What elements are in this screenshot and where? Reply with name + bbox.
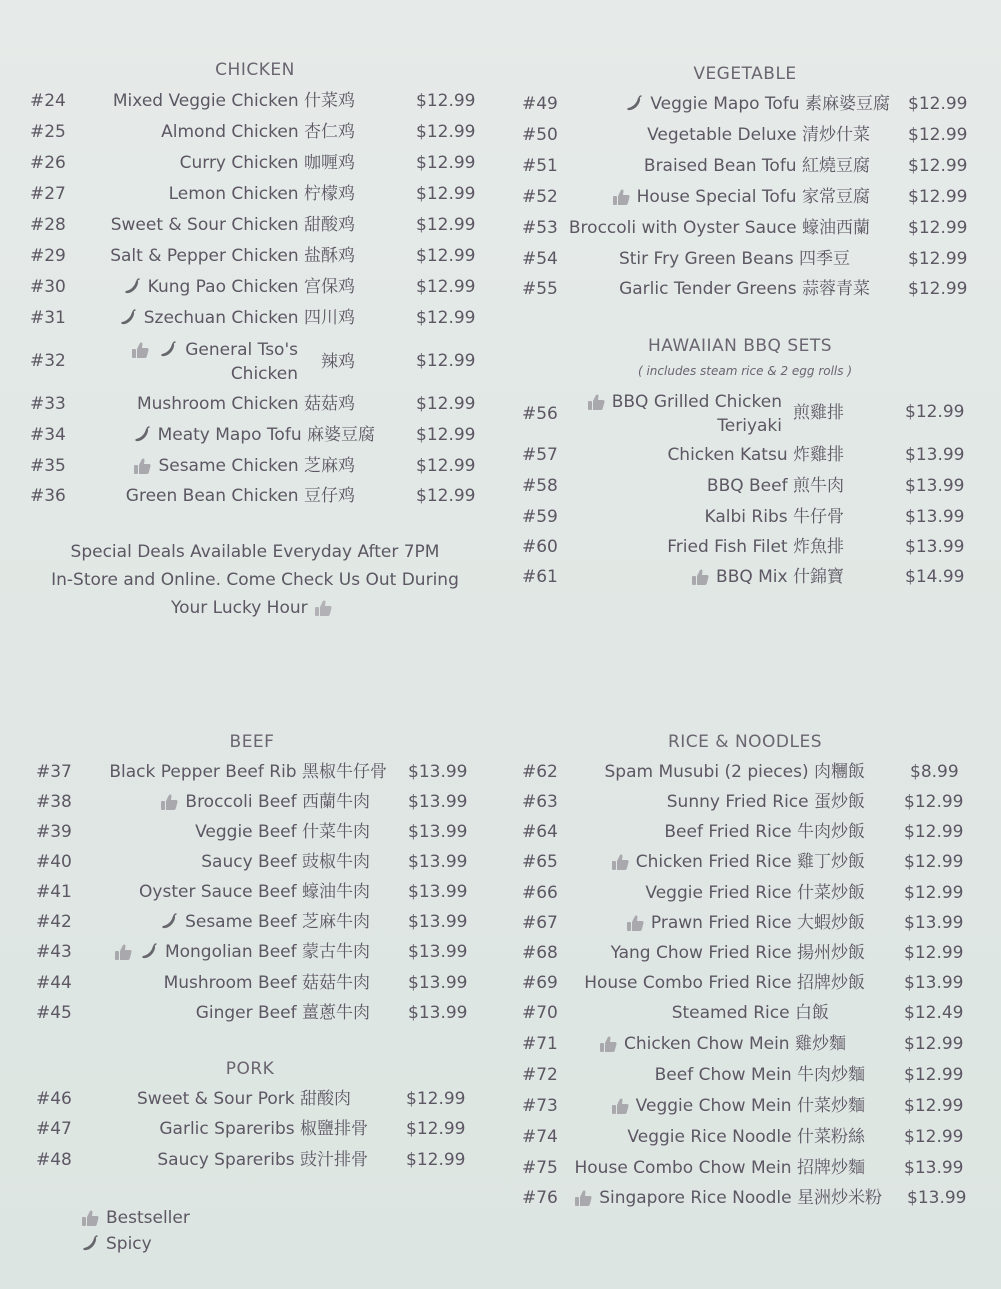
item-price: $13.99 — [905, 476, 965, 496]
item-name: Sunny Fried Rice 蛋炒飯 — [666, 792, 865, 812]
section-title-chicken: CHICKEN — [215, 60, 295, 80]
thumbs-up-icon — [313, 598, 333, 618]
menu-item — [30, 389, 480, 419]
item-number: #35 — [30, 456, 66, 476]
thumbs-up-icon — [598, 1034, 618, 1054]
menu-item — [522, 532, 982, 562]
item-name: Prawn Fried Rice 大蝦炒飯 — [650, 913, 865, 933]
item-name: House Special Tofu 家常豆腐 — [636, 187, 870, 207]
menu-item — [522, 274, 982, 304]
item-name: Ginger Beef 薑蔥牛肉 — [195, 1003, 370, 1023]
item-name: Veggie Rice Noodle 什菜粉絲 — [627, 1127, 865, 1147]
item-price: $13.99 — [907, 1188, 967, 1208]
menu-item — [30, 420, 480, 450]
thumbs-up-icon — [573, 1188, 593, 1208]
item-name-cn: 煎雞排 — [793, 403, 844, 423]
item-number: #72 — [522, 1065, 558, 1085]
menu-item — [30, 451, 480, 481]
item-number: #58 — [522, 476, 558, 496]
item-name-wrap — [625, 908, 865, 938]
item-price: $12.99 — [416, 277, 476, 297]
item-price: $13.99 — [904, 1158, 964, 1178]
legend-spicy — [80, 1231, 190, 1257]
item-name: Sesame Chicken 芝麻鸡 — [158, 456, 355, 476]
item-number: #43 — [36, 942, 72, 962]
thumbs-up-icon — [586, 392, 606, 412]
item-price: $12.99 — [406, 1150, 466, 1170]
item-number: #32 — [30, 351, 66, 371]
item-number: #31 — [30, 308, 66, 328]
item-number: #41 — [36, 882, 72, 902]
menu-item — [522, 1060, 982, 1090]
menu-item — [30, 303, 480, 333]
deal-line-1: Special Deals Available Everyday After 7PM — [70, 542, 440, 562]
item-number: #76 — [522, 1188, 558, 1208]
item-number: #71 — [522, 1034, 558, 1054]
item-name: Chicken Katsu 炸雞排 — [667, 445, 844, 465]
section-title-pork: PORK — [225, 1059, 275, 1079]
item-number: #45 — [36, 1003, 72, 1023]
item-name-cn: 辣鸡 — [321, 352, 355, 372]
item-price: $12.99 — [908, 94, 968, 114]
item-price: $12.99 — [904, 1034, 964, 1054]
item-number: #46 — [36, 1089, 72, 1109]
menu-item — [522, 1183, 982, 1213]
item-name: BBQ Beef 煎牛肉 — [706, 476, 844, 496]
item-name: Spam Musubi (2 pieces) 肉糰飯 — [604, 762, 865, 782]
menu-item — [522, 878, 982, 908]
item-name: Veggie Fried Rice 什菜炒飯 — [645, 883, 865, 903]
item-number: #65 — [522, 852, 558, 872]
item-name: Steamed Rice 白飯 — [671, 1003, 829, 1023]
menu-item — [522, 213, 982, 243]
item-price: $12.99 — [416, 351, 476, 371]
menu-item — [522, 938, 982, 968]
item-number: #61 — [522, 567, 558, 587]
item-name: Veggie Mapo Tofu 素麻婆豆腐 — [650, 94, 890, 114]
legend — [80, 1205, 190, 1257]
item-name: House Combo Chow Mein 招牌炒麵 — [574, 1158, 865, 1178]
thumbs-up-icon — [611, 187, 631, 207]
item-price: $12.99 — [416, 308, 476, 328]
menu-item — [30, 86, 480, 116]
item-name-wrap — [159, 907, 370, 937]
menu-item — [36, 877, 476, 907]
item-number: #55 — [522, 279, 558, 299]
legend-bestseller — [80, 1205, 190, 1231]
item-number: #52 — [522, 187, 558, 207]
item-name: Kung Pao Chicken 宫保鸡 — [147, 277, 355, 297]
item-name: Chicken Chow Mein 雞炒麵 — [624, 1034, 846, 1054]
item-number: #74 — [522, 1127, 558, 1147]
item-name: Fried Fish Filet 炸魚排 — [667, 537, 844, 557]
menu-item — [30, 481, 480, 511]
menu-item — [522, 787, 982, 817]
item-name-wrap — [610, 847, 865, 877]
item-number: #54 — [522, 249, 558, 269]
item-price: $12.99 — [904, 1096, 964, 1116]
menu-item — [36, 907, 476, 937]
item-number: #27 — [30, 184, 66, 204]
item-price: $12.99 — [416, 153, 476, 173]
item-number: #51 — [522, 156, 558, 176]
item-price: $13.99 — [408, 852, 468, 872]
item-name: Saucy Spareribs 豉汁排骨 — [157, 1150, 368, 1170]
item-name-wrap — [113, 937, 370, 967]
item-price: $13.99 — [408, 912, 468, 932]
item-name: Stir Fry Green Beans 四季豆 — [618, 249, 850, 269]
menu-item — [30, 117, 480, 147]
item-name: Sesame Beef 芝麻牛肉 — [185, 912, 370, 932]
menu-item — [36, 1145, 476, 1175]
chili-pepper-icon — [80, 1234, 100, 1254]
item-price: $12.99 — [908, 218, 968, 238]
item-name-line1: BBQ Grilled Chicken — [611, 392, 782, 412]
menu-item — [30, 179, 480, 209]
item-price: $13.99 — [904, 973, 964, 993]
item-price: $12.99 — [416, 122, 476, 142]
item-price: $12.99 — [904, 943, 964, 963]
item-number: #59 — [522, 507, 558, 527]
menu-item — [522, 89, 982, 119]
item-name: Mushroom Beef 菇菇牛肉 — [163, 973, 370, 993]
item-price: $12.99 — [416, 91, 476, 111]
item-name: Black Pepper Beef Rib 黑椒牛仔骨 — [109, 762, 387, 782]
menu-item — [36, 757, 476, 787]
chili-pepper-icon — [132, 425, 152, 445]
deal-line-3-wrap — [40, 594, 470, 622]
menu-item — [522, 502, 982, 532]
section-note: ( includes steam rice & 2 egg rolls ) — [637, 364, 853, 378]
legend-spicy-label: Spicy — [106, 1234, 152, 1254]
menu-item — [30, 338, 480, 386]
item-number: #56 — [522, 404, 558, 424]
thumbs-up-icon — [610, 852, 630, 872]
item-price: $8.99 — [910, 762, 959, 782]
item-number: #73 — [522, 1096, 558, 1116]
chili-pepper-icon — [118, 308, 138, 328]
item-number: #68 — [522, 943, 558, 963]
item-name: Singapore Rice Noodle 星洲炒米粉 — [599, 1188, 882, 1208]
special-deals-note — [40, 538, 470, 622]
item-name-wrap — [610, 1091, 865, 1121]
thumbs-up-icon — [80, 1208, 100, 1228]
item-name-wrap — [159, 787, 370, 817]
item-name: Broccoli with Oyster Sauce 蠔油西蘭 — [568, 218, 870, 238]
menu-item — [522, 998, 982, 1028]
item-name: Curry Chicken 咖喱鸡 — [179, 153, 355, 173]
menu-item — [522, 182, 982, 212]
item-name: Meaty Mapo Tofu 麻婆豆腐 — [157, 425, 375, 445]
item-name: Lemon Chicken 柠檬鸡 — [168, 184, 355, 204]
item-price: $12.49 — [904, 1003, 964, 1023]
item-price: $12.99 — [908, 187, 968, 207]
item-price: $12.99 — [904, 1065, 964, 1085]
item-name: House Combo Fried Rice 招牌炒飯 — [584, 973, 865, 993]
item-number: #24 — [30, 91, 66, 111]
item-name-line1: General Tso's — [185, 340, 298, 360]
item-name: Mixed Veggie Chicken 什菜鸡 — [112, 91, 355, 111]
item-name-wrap — [122, 272, 355, 302]
menu-item — [522, 562, 982, 592]
item-price: $13.99 — [905, 537, 965, 557]
section-title-hawaiian-bbq: HAWAIIAN BBQ SETS — [647, 336, 833, 356]
item-number: #36 — [30, 486, 66, 506]
chili-pepper-icon — [122, 277, 142, 297]
menu-item — [522, 244, 982, 274]
menu-item — [522, 390, 982, 438]
item-number: #50 — [522, 125, 558, 145]
item-price: $12.99 — [406, 1089, 466, 1109]
chili-pepper-icon — [624, 94, 644, 114]
item-number: #60 — [522, 537, 558, 557]
thumbs-up-icon — [130, 340, 150, 360]
item-number: #75 — [522, 1158, 558, 1178]
item-price: $13.99 — [408, 762, 468, 782]
item-name-wrap — [132, 420, 375, 450]
item-price: $13.99 — [408, 882, 468, 902]
item-price: $13.99 — [905, 445, 965, 465]
item-price: $12.99 — [416, 215, 476, 235]
thumbs-up-icon — [625, 913, 645, 933]
item-number: #39 — [36, 822, 72, 842]
item-name: Green Bean Chicken 豆仔鸡 — [125, 486, 355, 506]
item-name-wrap — [690, 562, 844, 592]
item-number: #69 — [522, 973, 558, 993]
item-number: #62 — [522, 762, 558, 782]
item-price: $12.99 — [905, 402, 965, 422]
item-number: #29 — [30, 246, 66, 266]
item-name: Saucy Beef 豉椒牛肉 — [201, 852, 370, 872]
item-number: #42 — [36, 912, 72, 932]
menu-item — [36, 1114, 476, 1144]
thumbs-up-icon — [690, 567, 710, 587]
item-number: #33 — [30, 394, 66, 414]
item-number: #40 — [36, 852, 72, 872]
item-name: BBQ Mix 什錦寶 — [716, 567, 844, 587]
item-price: $13.99 — [904, 913, 964, 933]
menu-item — [36, 847, 476, 877]
item-number: #53 — [522, 218, 558, 238]
menu-item — [522, 968, 982, 998]
item-name: Beef Fried Rice 牛肉炒飯 — [664, 822, 865, 842]
thumbs-up-icon — [132, 456, 152, 476]
item-price: $13.99 — [905, 507, 965, 527]
menu-item — [36, 787, 476, 817]
item-price: $12.99 — [416, 425, 476, 445]
item-number: #30 — [30, 277, 66, 297]
item-name: Beef Chow Mein 牛肉炒麵 — [654, 1065, 865, 1085]
item-price: $12.99 — [416, 394, 476, 414]
item-price: $12.99 — [908, 279, 968, 299]
item-price: $12.99 — [908, 249, 968, 269]
item-price: $13.99 — [408, 1003, 468, 1023]
thumbs-up-icon — [610, 1096, 630, 1116]
item-price: $13.99 — [408, 822, 468, 842]
menu-item — [522, 440, 982, 470]
item-number: #44 — [36, 973, 72, 993]
item-number: #67 — [522, 913, 558, 933]
menu-item — [522, 1122, 982, 1152]
menu-item — [30, 272, 480, 302]
item-price: $12.99 — [416, 246, 476, 266]
item-number: #47 — [36, 1119, 72, 1139]
item-name: Veggie Beef 什菜牛肉 — [195, 822, 370, 842]
thumbs-up-icon — [159, 792, 179, 812]
menu-item — [36, 1084, 476, 1114]
deal-line-3: Your Lucky Hour — [170, 598, 308, 618]
chili-pepper-icon — [158, 340, 178, 360]
menu-item — [522, 471, 982, 501]
item-name: Braised Bean Tofu 紅燒豆腐 — [643, 156, 870, 176]
item-name: Oyster Sauce Beef 蠔油牛肉 — [139, 882, 370, 902]
menu-item — [522, 908, 982, 938]
menu-item — [36, 817, 476, 847]
item-number: #28 — [30, 215, 66, 235]
item-name: Broccoli Beef 西蘭牛肉 — [185, 792, 370, 812]
item-name: Sweet & Sour Chicken 甜酸鸡 — [110, 215, 355, 235]
item-price: $13.99 — [408, 942, 468, 962]
item-number: #48 — [36, 1150, 72, 1170]
item-price: $12.99 — [904, 852, 964, 872]
item-name: Garlic Spareribs 椒鹽排骨 — [159, 1119, 368, 1139]
item-number: #63 — [522, 792, 558, 812]
item-price: $13.99 — [408, 973, 468, 993]
item-price: $12.99 — [416, 184, 476, 204]
item-name-wrap — [611, 182, 870, 212]
menu-item — [522, 757, 982, 787]
item-number: #49 — [522, 94, 558, 114]
item-number: #70 — [522, 1003, 558, 1023]
item-name: Chicken Fried Rice 雞丁炒飯 — [635, 852, 865, 872]
item-number: #57 — [522, 445, 558, 465]
item-number: #64 — [522, 822, 558, 842]
item-name-wrap — [573, 1183, 882, 1213]
menu-item — [36, 968, 476, 998]
menu-item — [30, 148, 480, 178]
chili-pepper-icon — [139, 942, 159, 962]
menu-item — [36, 937, 476, 967]
item-name: Kalbi Ribs 牛仔骨 — [704, 507, 844, 527]
item-number: #38 — [36, 792, 72, 812]
item-price: $13.99 — [408, 792, 468, 812]
item-number: #66 — [522, 883, 558, 903]
legend-bestseller-label: Bestseller — [106, 1208, 190, 1228]
deal-line-2: In-Store and Online. Come Check Us Out During — [51, 570, 459, 590]
item-price: $12.99 — [904, 822, 964, 842]
section-title-vegetable: VEGETABLE — [693, 64, 797, 84]
item-price: $14.99 — [905, 567, 965, 587]
item-name: Szechuan Chicken 四川鸡 — [143, 308, 355, 328]
item-price: $12.99 — [908, 156, 968, 176]
item-price: $12.99 — [416, 486, 476, 506]
section-title-beef: BEEF — [229, 732, 275, 752]
menu-item — [522, 847, 982, 877]
item-name-wrap — [598, 1029, 846, 1059]
menu-item — [522, 817, 982, 847]
item-name: Mongolian Beef 蒙古牛肉 — [164, 942, 370, 962]
item-name: Sweet & Sour Pork 甜酸肉 — [137, 1089, 351, 1109]
item-name: Salt & Pepper Chicken 盐酥鸡 — [110, 246, 355, 266]
item-number: #34 — [30, 425, 66, 445]
menu-item — [522, 120, 982, 150]
thumbs-up-icon — [113, 942, 133, 962]
item-price: $12.99 — [904, 792, 964, 812]
menu-item — [522, 1153, 982, 1183]
item-name: Almond Chicken 杏仁鸡 — [161, 122, 355, 142]
item-name-wrap — [118, 303, 355, 333]
item-name: Veggie Chow Mein 什菜炒麵 — [635, 1096, 865, 1116]
item-price: $12.99 — [416, 456, 476, 476]
menu-item — [30, 241, 480, 271]
item-name: Vegetable Deluxe 清炒什菜 — [647, 125, 870, 145]
item-name-line2: Chicken — [230, 364, 298, 384]
menu-item — [36, 998, 476, 1028]
item-name: Garlic Tender Greens 蒜蓉青菜 — [619, 279, 870, 299]
chili-pepper-icon — [159, 912, 179, 932]
item-price: $12.99 — [908, 125, 968, 145]
menu-item — [522, 151, 982, 181]
section-title-rice-noodles: RICE & NOODLES — [667, 732, 823, 752]
item-price: $12.99 — [904, 1127, 964, 1147]
item-name-line2: Teriyaki — [717, 416, 782, 436]
menu-item — [30, 210, 480, 240]
item-price: $12.99 — [406, 1119, 466, 1139]
menu-item — [522, 1029, 982, 1059]
item-name-wrap — [624, 89, 890, 119]
menu-item — [522, 1091, 982, 1121]
item-name: Yang Chow Fried Rice 揚州炒飯 — [610, 943, 865, 963]
item-number: #25 — [30, 122, 66, 142]
item-number: #26 — [30, 153, 66, 173]
item-name-wrap — [132, 451, 355, 481]
item-number: #37 — [36, 762, 72, 782]
item-price: $12.99 — [904, 883, 964, 903]
item-name: Mushroom Chicken 菇菇鸡 — [136, 394, 355, 414]
